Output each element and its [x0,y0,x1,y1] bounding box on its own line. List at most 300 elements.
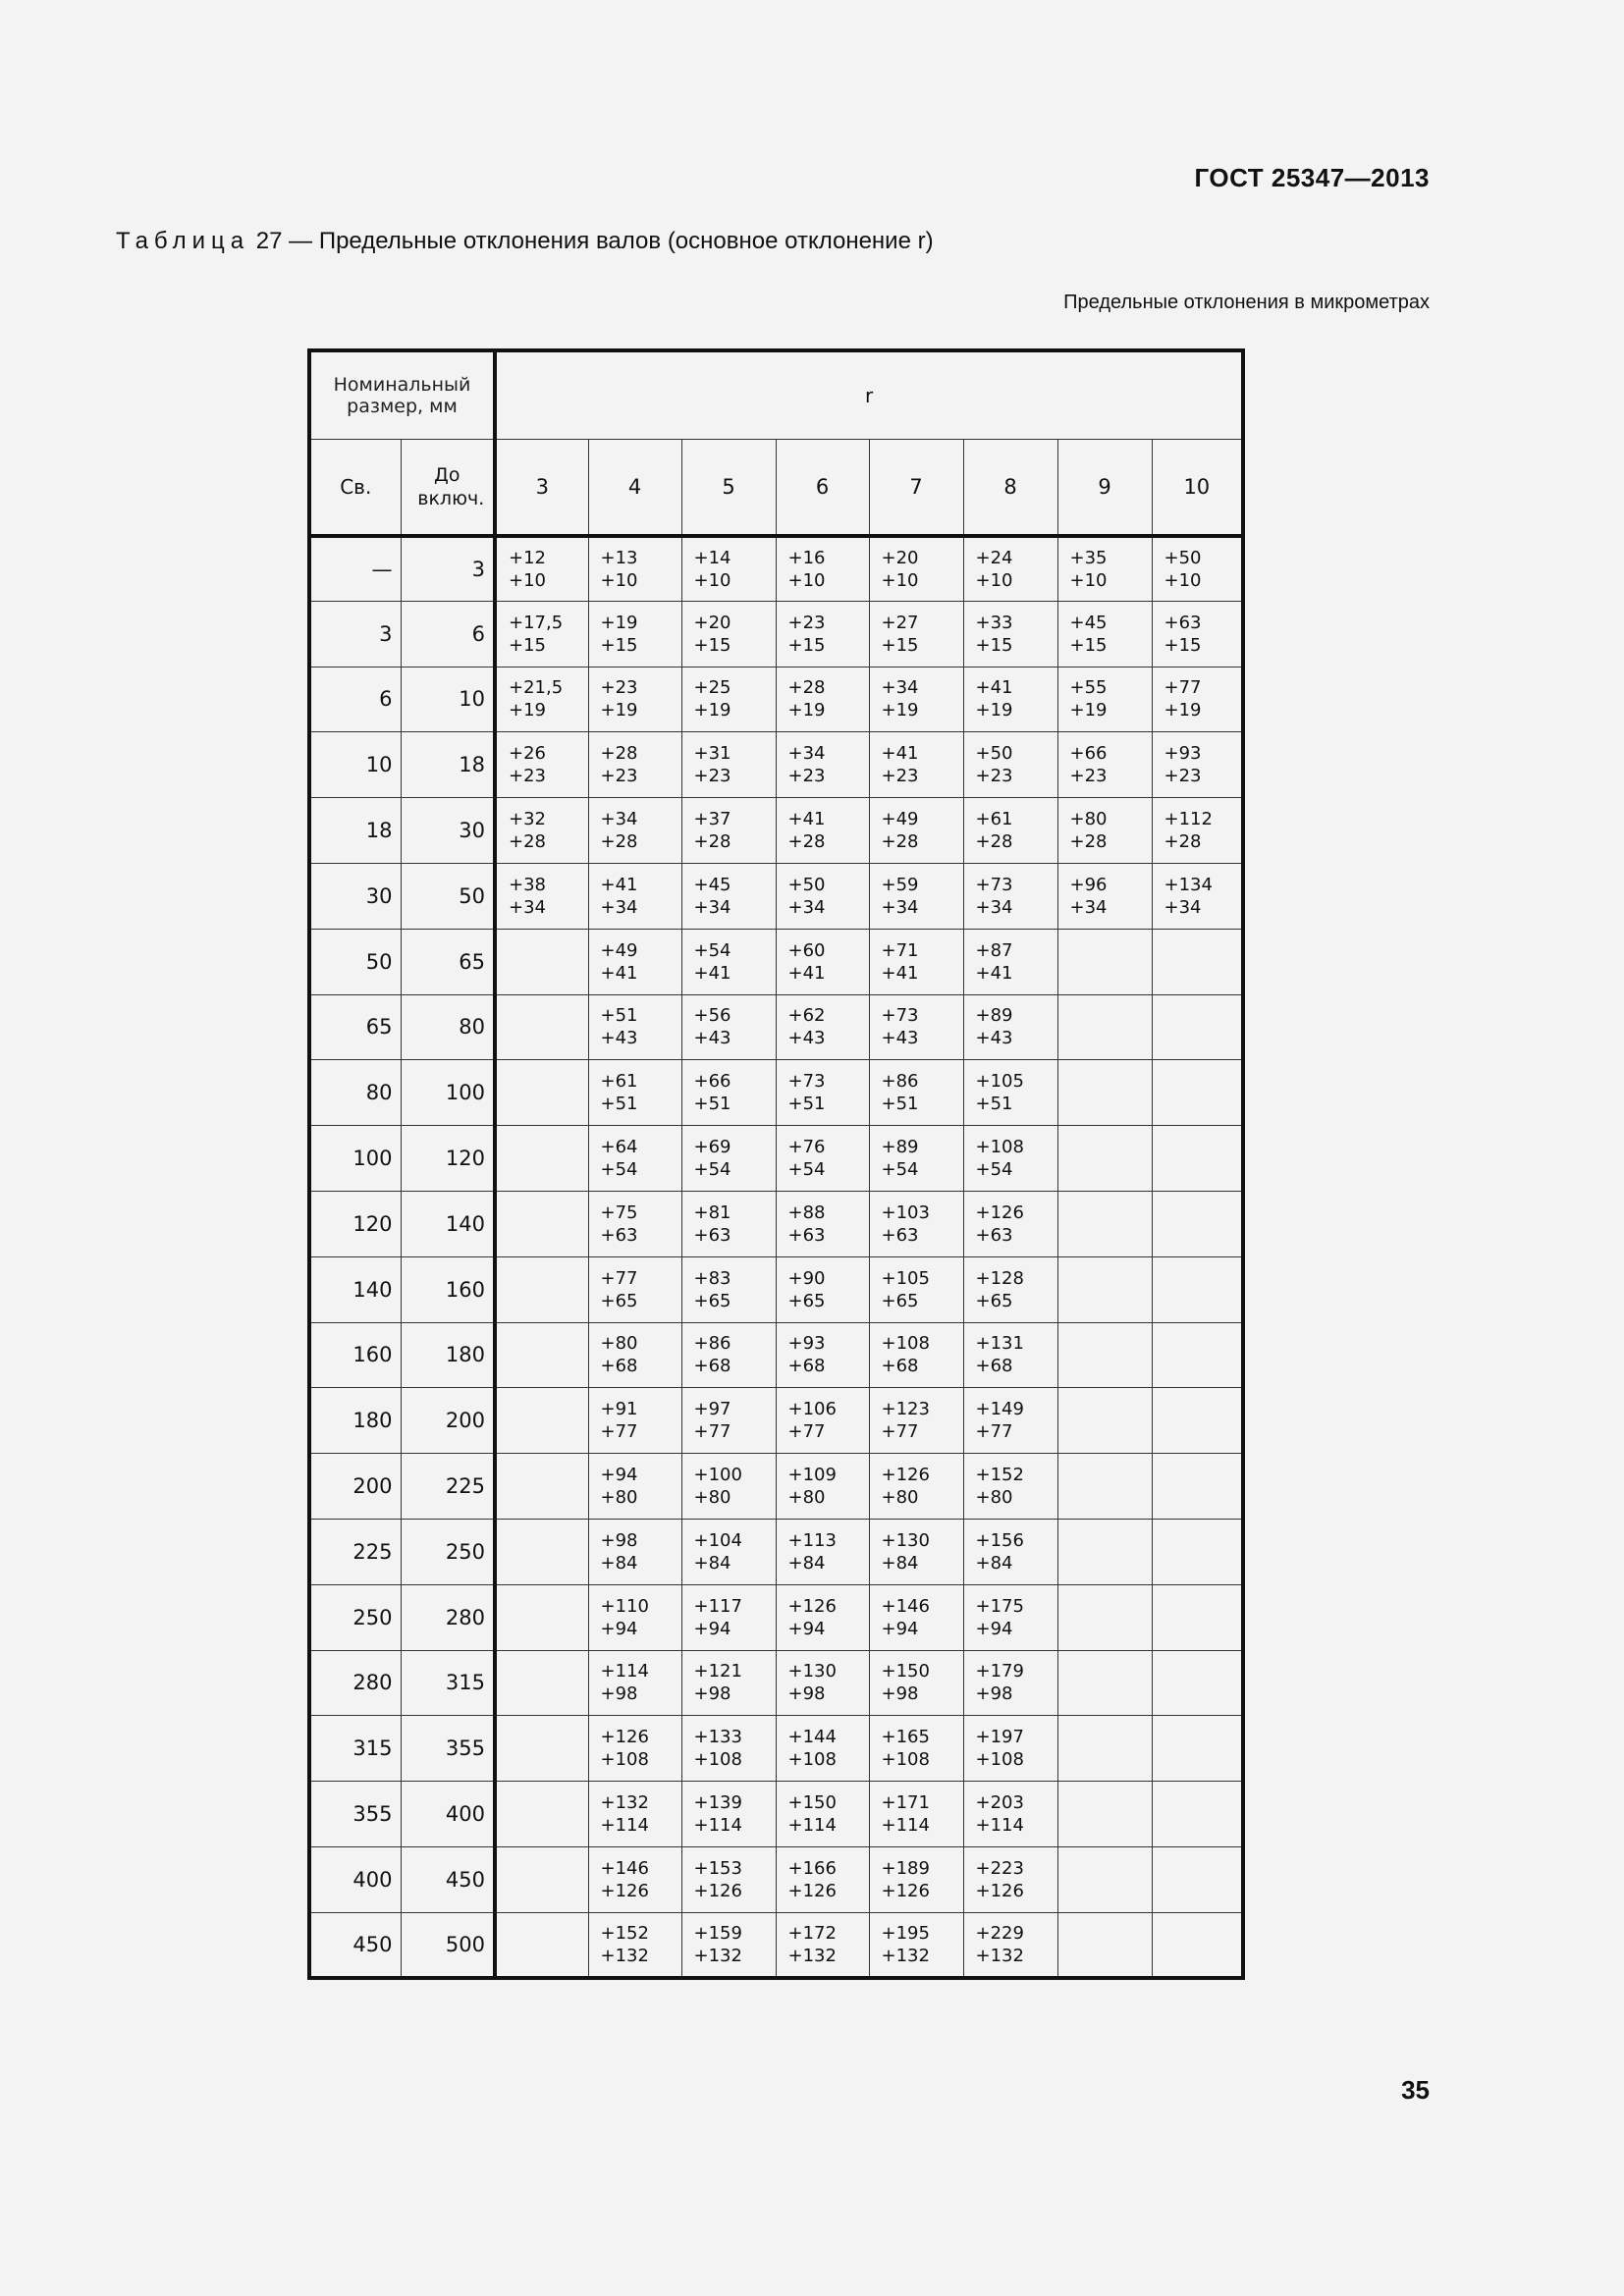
deviation-cell [588,1256,681,1322]
lower-deviation: +41 [975,962,1013,984]
upper-deviation: +64 [600,1137,638,1158]
lower-deviation: +132 [975,1945,1024,1966]
lower-deviation: +65 [881,1290,919,1311]
deviation-cell [963,1126,1057,1192]
lower-deviation: +28 [600,831,638,853]
lower-deviation: +34 [1069,896,1108,918]
size-from-cell: 6 [309,667,401,732]
table-row [309,1191,1243,1256]
lower-deviation: +10 [975,569,1013,591]
size-to-cell: 18 [401,732,495,798]
upper-deviation: +55 [1069,677,1108,699]
lower-deviation: +15 [1164,634,1202,656]
upper-deviation: +189 [881,1857,930,1879]
lower-deviation: +41 [693,962,731,984]
lower-deviation: +63 [693,1224,731,1246]
upper-deviation: +86 [881,1071,919,1093]
upper-deviation: +16 [787,547,826,568]
upper-deviation: +179 [975,1661,1024,1682]
size-from-cell: 50 [309,929,401,994]
deviation-cell [681,863,776,929]
deviation-cell [869,1716,963,1782]
deviation-cell [1152,994,1243,1060]
deviation-cell [588,1912,681,1978]
deviation-cell [681,994,776,1060]
deviation-cell [963,1650,1057,1716]
lower-deviation: +19 [509,700,546,721]
lower-deviation: +77 [975,1421,1013,1443]
deviation-cell [681,1782,776,1847]
upper-deviation: +126 [881,1465,930,1486]
deviation-cell [495,929,588,994]
table-row [309,1126,1243,1192]
upper-deviation: +130 [881,1529,930,1551]
deviation-cell [869,994,963,1060]
deviation-cell [869,1782,963,1847]
deviation-cell [681,1322,776,1388]
upper-deviation: +150 [787,1792,837,1814]
upper-deviation: +20 [693,612,731,633]
upper-deviation: +73 [975,874,1013,895]
lower-deviation: +28 [1069,831,1108,853]
deviation-cell [588,798,681,864]
deviation-cell [776,1126,869,1192]
lower-deviation: +68 [881,1356,919,1377]
table-row [309,1256,1243,1322]
deviation-cell [963,536,1057,602]
upper-deviation: +75 [600,1201,638,1223]
deviation-cell [776,1256,869,1322]
deviation-cell [1057,1322,1152,1388]
upper-deviation: +229 [975,1922,1024,1944]
grade-header: 3 [495,440,588,536]
lower-deviation: +108 [600,1749,649,1771]
deviation-cell [1152,1846,1243,1912]
lower-deviation: +10 [881,569,919,591]
table-row [309,1060,1243,1126]
upper-deviation: +113 [787,1529,837,1551]
deviation-cell [495,1126,588,1192]
lower-deviation: +41 [787,962,826,984]
upper-deviation: +90 [787,1267,826,1289]
upper-deviation: +197 [975,1727,1024,1748]
deviation-cell [588,667,681,732]
size-from-cell: 100 [309,1126,401,1192]
lower-deviation: +77 [600,1421,638,1443]
deviation-cell [963,1846,1057,1912]
deviation-cell [495,1256,588,1322]
deviation-cell [681,798,776,864]
deviation-cell [776,1191,869,1256]
deviation-cell [495,1322,588,1388]
size-to-cell: 140 [401,1191,495,1256]
size-to-cell: 65 [401,929,495,994]
lower-deviation: +114 [881,1815,930,1837]
upper-deviation: +98 [600,1529,638,1551]
deviation-cell [869,1454,963,1520]
deviation-cell [1152,863,1243,929]
upper-deviation: +23 [600,677,638,699]
deviation-cell [681,1388,776,1454]
deviation-cell [963,1191,1057,1256]
upper-deviation: +203 [975,1792,1024,1814]
lower-deviation: +94 [881,1618,919,1639]
lower-deviation: +80 [881,1487,919,1509]
lower-deviation: +19 [1164,700,1202,721]
upper-deviation: +146 [881,1595,930,1617]
upper-deviation: +89 [975,1005,1013,1027]
deviation-cell [869,667,963,732]
upper-deviation: +51 [600,1005,638,1027]
lower-deviation: +43 [693,1028,731,1049]
size-to-cell: 160 [401,1256,495,1322]
upper-deviation: +80 [600,1333,638,1355]
size-from-cell: 200 [309,1454,401,1520]
upper-deviation: +83 [693,1267,731,1289]
lower-deviation: +126 [600,1880,649,1901]
deviation-cell [1057,1126,1152,1192]
upper-deviation: +100 [693,1465,742,1486]
table-row [309,601,1243,667]
size-from-cell: 225 [309,1519,401,1584]
upper-deviation: +35 [1069,547,1108,568]
deviation-cell [963,1782,1057,1847]
size-from-cell: 10 [309,732,401,798]
lower-deviation: +54 [881,1159,919,1181]
lower-deviation: +84 [787,1552,826,1574]
lower-deviation: +23 [1164,766,1202,787]
deviation-cell [869,1584,963,1650]
upper-deviation: +159 [693,1922,742,1944]
upper-deviation: +41 [787,809,826,830]
lower-deviation: +63 [600,1224,638,1246]
upper-deviation: +76 [787,1137,826,1158]
deviation-cell [1152,1322,1243,1388]
deviation-cell [1057,1782,1152,1847]
lower-deviation: +41 [881,962,919,984]
lower-deviation: +15 [881,634,919,656]
deviation-cell [495,601,588,667]
upper-deviation: +69 [693,1137,731,1158]
upper-deviation: +41 [881,743,919,765]
upper-deviation: +34 [600,809,638,830]
table-row [309,1519,1243,1584]
size-from-cell: 250 [309,1584,401,1650]
table-row [309,1650,1243,1716]
deviation-cell [1152,1191,1243,1256]
deviation-cell [963,1454,1057,1520]
upper-deviation: +17,5 [509,612,564,633]
lower-deviation: +114 [787,1815,837,1837]
lower-deviation: +54 [600,1159,638,1181]
deviation-cell [1152,1912,1243,1978]
deviation-cell [963,994,1057,1060]
size-from-cell: 140 [309,1256,401,1322]
deviation-cell [681,601,776,667]
deviation-cell [1152,1650,1243,1716]
from-header: Св. [309,440,401,536]
grade-header: 5 [681,440,776,536]
deviation-cell [776,1060,869,1126]
deviation-cell [1152,798,1243,864]
lower-deviation: +10 [693,569,731,591]
upper-deviation: +37 [693,809,731,830]
upper-deviation: +126 [787,1595,837,1617]
upper-deviation: +71 [881,939,919,961]
upper-deviation: +156 [975,1529,1024,1551]
upper-deviation: +130 [787,1661,837,1682]
lower-deviation: +23 [881,766,919,787]
table-row [309,1388,1243,1454]
size-to-cell: 280 [401,1584,495,1650]
table-row [309,667,1243,732]
size-to-cell: 200 [401,1388,495,1454]
lower-deviation: +10 [600,569,638,591]
upper-deviation: +195 [881,1922,930,1944]
standard-code: ГОСТ 25347—2013 [1194,163,1430,192]
upper-deviation: +171 [881,1792,930,1814]
upper-deviation: +172 [787,1922,837,1944]
deviation-cell [776,1912,869,1978]
deviation-cell [1057,536,1152,602]
lower-deviation: +15 [1069,634,1108,656]
deviation-cell [1152,1716,1243,1782]
upper-deviation: +54 [693,939,731,961]
deviation-cell [963,1256,1057,1322]
deviation-cell [495,667,588,732]
deviation-cell [681,1846,776,1912]
deviation-cell [869,1388,963,1454]
deviation-cell [681,667,776,732]
deviation-cell [869,1846,963,1912]
upper-deviation: +66 [693,1071,731,1093]
size-from-cell: 180 [309,1388,401,1454]
deviation-cell [495,1060,588,1126]
deviation-cell [1057,732,1152,798]
upper-deviation: +27 [881,612,919,633]
lower-deviation: +114 [975,1815,1024,1837]
size-from-cell: 355 [309,1782,401,1847]
deviation-cell [963,601,1057,667]
size-to-cell: 100 [401,1060,495,1126]
lower-deviation: +51 [600,1094,638,1115]
deviation-cell [681,1256,776,1322]
lower-deviation: +23 [509,766,546,787]
upper-deviation: +12 [509,547,546,568]
lower-deviation: +51 [881,1094,919,1115]
lower-deviation: +114 [600,1815,649,1837]
deviation-cell [588,1126,681,1192]
deviation-cell [1152,1060,1243,1126]
size-to-cell: 50 [401,863,495,929]
deviation-cell [776,929,869,994]
deviation-cell [495,1716,588,1782]
upper-deviation: +108 [881,1333,930,1355]
size-to-cell: 315 [401,1650,495,1716]
lower-deviation: +68 [693,1356,731,1377]
lower-deviation: +126 [881,1880,930,1901]
size-to-cell: 6 [401,601,495,667]
lower-deviation: +51 [787,1094,826,1115]
lower-deviation: +94 [787,1618,826,1639]
deviation-cell [588,1650,681,1716]
size-from-cell: 18 [309,798,401,864]
size-from-cell: 30 [309,863,401,929]
deviation-cell [776,1584,869,1650]
upper-deviation: +77 [1164,677,1202,699]
lower-deviation: +28 [787,831,826,853]
upper-deviation: +131 [975,1333,1024,1355]
upper-deviation: +166 [787,1857,837,1879]
deviation-cell [495,1454,588,1520]
upper-deviation: +31 [693,743,731,765]
upper-deviation: +104 [693,1529,742,1551]
upper-deviation: +87 [975,939,1013,961]
deviation-cell [776,1322,869,1388]
upper-deviation: +126 [975,1201,1024,1223]
deviation-cell [1057,1650,1152,1716]
lower-deviation: +34 [975,896,1013,918]
nominal-size-header: Номинальный размер, мм [309,350,495,440]
deviation-cell [588,1846,681,1912]
deviation-cell [869,1650,963,1716]
size-from-cell: 450 [309,1912,401,1978]
table-body [309,536,1243,1979]
upper-deviation: +132 [600,1792,649,1814]
upper-deviation: +50 [975,743,1013,765]
lower-deviation: +15 [600,634,638,656]
lower-deviation: +80 [600,1487,638,1509]
deviation-cell [776,994,869,1060]
lower-deviation: +77 [787,1421,826,1443]
deviation-cell [588,1716,681,1782]
deviation-cell [776,601,869,667]
upper-deviation: +26 [509,743,546,765]
table-row [309,1782,1243,1847]
upper-deviation: +112 [1164,809,1213,830]
deviation-cell [495,994,588,1060]
deviation-cell [1152,536,1243,602]
lower-deviation: +98 [975,1683,1013,1705]
upper-deviation: +34 [881,677,919,699]
size-from-cell: 120 [309,1191,401,1256]
to-header: До включ. [401,440,495,536]
deviation-cell [1057,1912,1152,1978]
deviation-cell [588,1388,681,1454]
upper-deviation: +106 [787,1399,837,1420]
deviation-cell [495,536,588,602]
deviation-cell [681,1519,776,1584]
lower-deviation: +68 [975,1356,1013,1377]
size-to-cell: 500 [401,1912,495,1978]
deviation-cell [495,863,588,929]
deviation-cell [1057,1060,1152,1126]
upper-deviation: +175 [975,1595,1024,1617]
deviation-cell [776,732,869,798]
lower-deviation: +19 [975,700,1013,721]
deviation-cell [495,1584,588,1650]
deviation-cell [495,1519,588,1584]
lower-deviation: +80 [975,1487,1013,1509]
lower-deviation: +34 [1164,896,1202,918]
lower-deviation: +41 [600,962,638,984]
deviation-cell [869,1191,963,1256]
size-from-cell: 3 [309,601,401,667]
lower-deviation: +108 [787,1749,837,1771]
deviation-cell [495,732,588,798]
upper-deviation: +105 [881,1267,930,1289]
deviation-cell [681,1584,776,1650]
deviation-cell [588,1454,681,1520]
grade-header: 7 [869,440,963,536]
lower-deviation: +68 [600,1356,638,1377]
upper-deviation: +41 [975,677,1013,699]
caption-number: 27 [255,228,283,254]
deviation-cell [681,1912,776,1978]
deviation-cell [1057,1256,1152,1322]
upper-deviation: +117 [693,1595,742,1617]
deviation-cell [963,1322,1057,1388]
lower-deviation: +94 [600,1618,638,1639]
upper-deviation: +23 [787,612,826,633]
caption-title: — Предельные отклонения валов (основное отклонение r) [282,228,934,254]
deviation-cell [776,1650,869,1716]
upper-deviation: +33 [975,612,1013,633]
upper-deviation: +34 [787,743,826,765]
upper-deviation: +80 [1069,809,1108,830]
lower-deviation: +51 [975,1094,1013,1115]
upper-deviation: +49 [600,939,638,961]
lower-deviation: +34 [600,896,638,918]
lower-deviation: +43 [600,1028,638,1049]
lower-deviation: +84 [881,1552,919,1574]
deviation-cell [1057,929,1152,994]
lower-deviation: +34 [787,896,826,918]
lower-deviation: +54 [693,1159,731,1181]
table-row [309,994,1243,1060]
deviation-header: r [495,350,1243,440]
size-to-cell: 3 [401,536,495,602]
deviation-cell [963,1912,1057,1978]
deviation-cell [869,929,963,994]
deviation-cell [1057,1584,1152,1650]
upper-deviation: +86 [693,1333,731,1355]
deviation-cell [588,1322,681,1388]
deviation-cell [1057,1846,1152,1912]
lower-deviation: +15 [509,634,546,656]
upper-deviation: +149 [975,1399,1024,1420]
deviation-cell [588,536,681,602]
upper-deviation: +134 [1164,874,1213,895]
upper-deviation: +114 [600,1661,649,1682]
size-to-cell: 120 [401,1126,495,1192]
lower-deviation: +63 [787,1224,826,1246]
upper-deviation: +139 [693,1792,742,1814]
upper-deviation: +121 [693,1661,742,1682]
upper-deviation: +97 [693,1399,731,1420]
upper-deviation: +110 [600,1595,649,1617]
deviation-cell [1152,1256,1243,1322]
deviation-cell [495,1846,588,1912]
lower-deviation: +84 [975,1552,1013,1574]
deviation-cell [869,1912,963,1978]
lower-deviation: +65 [693,1290,731,1311]
upper-deviation: +50 [1164,547,1202,568]
size-from-cell: 315 [309,1716,401,1782]
deviation-cell [869,1060,963,1126]
deviation-cell [495,1191,588,1256]
lower-deviation: +10 [1069,569,1108,591]
